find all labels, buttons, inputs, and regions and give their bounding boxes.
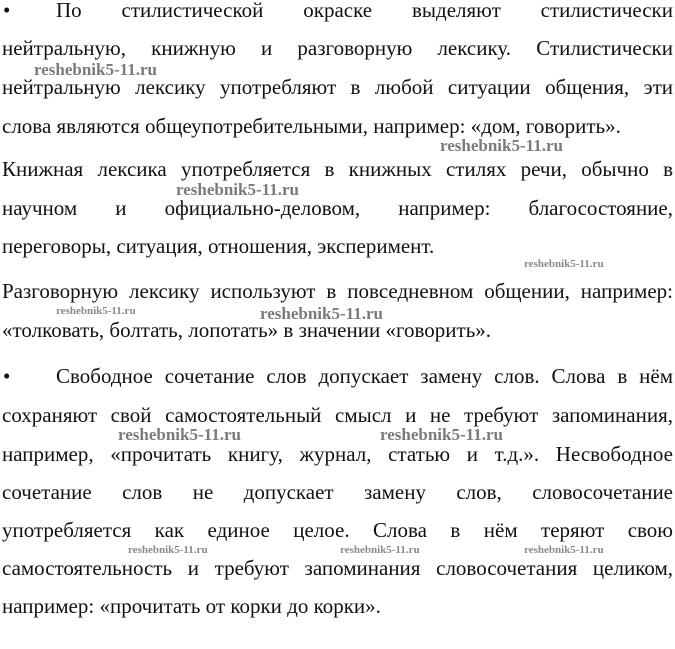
paragraph-4-line-4: сочетание слов не допускает замену слов, словосочетание <box>2 480 673 504</box>
paragraph-4-line-1: Свободное сочетание слов допускает замену слов. Слова в нём <box>56 364 673 388</box>
paragraph-4-line-7: например: «прочитать от корки до корки». <box>2 594 381 618</box>
paragraph-2-line-3: переговоры, ситуация, отношения, эксперимент. <box>2 234 435 258</box>
paragraph-4-line-5: употребляется как единое целое. Слова в нём теряют свою <box>2 518 673 542</box>
watermark: reshebnik5-11.ru <box>176 180 299 199</box>
watermark: reshebnik5-11.ru <box>340 544 420 556</box>
paragraph-3-line-1: Разговорную лексику используют в повседневном общении, например: <box>2 279 673 303</box>
paragraph-4-line-3: например, «прочитать книгу, журнал, статью и т.д.». Несвободное <box>2 442 673 466</box>
watermark: reshebnik5-11.ru <box>524 544 604 556</box>
paragraph-4-line-6: самостоятельность и требуют запоминания словосочетания целиком, <box>2 556 673 580</box>
watermark: reshebnik5-11.ru <box>34 60 157 79</box>
paragraph-1-line-3: нейтральную лексику употребляют в любой ситуации общения, эти <box>2 75 673 99</box>
paragraph-1-line-2: нейтральную, книжную и разговорную лексику. Стилистически <box>2 36 673 60</box>
watermark: reshebnik5-11.ru <box>380 425 503 444</box>
paragraph-2-line-2: научном и официально-деловом, например: благосостояние, <box>2 196 673 220</box>
watermark: reshebnik5-11.ru <box>56 305 136 317</box>
bullet-1: • <box>3 0 11 22</box>
paragraph-2-line-1: Книжная лексика употребляется в книжных стилях речи, обычно в <box>2 157 673 181</box>
watermark: reshebnik5-11.ru <box>118 425 241 444</box>
paragraph-1-line-1: По стилистической окраске выделяют стилистически <box>56 0 673 22</box>
paragraph-1-line-4: слова являются общеупотребительными, например: «дом, говорить». <box>2 114 621 138</box>
watermark: reshebnik5-11.ru <box>260 304 383 323</box>
watermark: reshebnik5-11.ru <box>128 544 208 556</box>
bullet-2: • <box>3 364 11 388</box>
watermark: reshebnik5-11.ru <box>524 258 604 270</box>
paragraph-4-line-2: сохраняют свой самостоятельный смысл и не требуют запоминания, <box>2 403 673 427</box>
paragraph-3-line-2: «толковать, болтать, лопотать» в значении «говорить». <box>2 318 492 342</box>
watermark: reshebnik5-11.ru <box>440 136 563 155</box>
